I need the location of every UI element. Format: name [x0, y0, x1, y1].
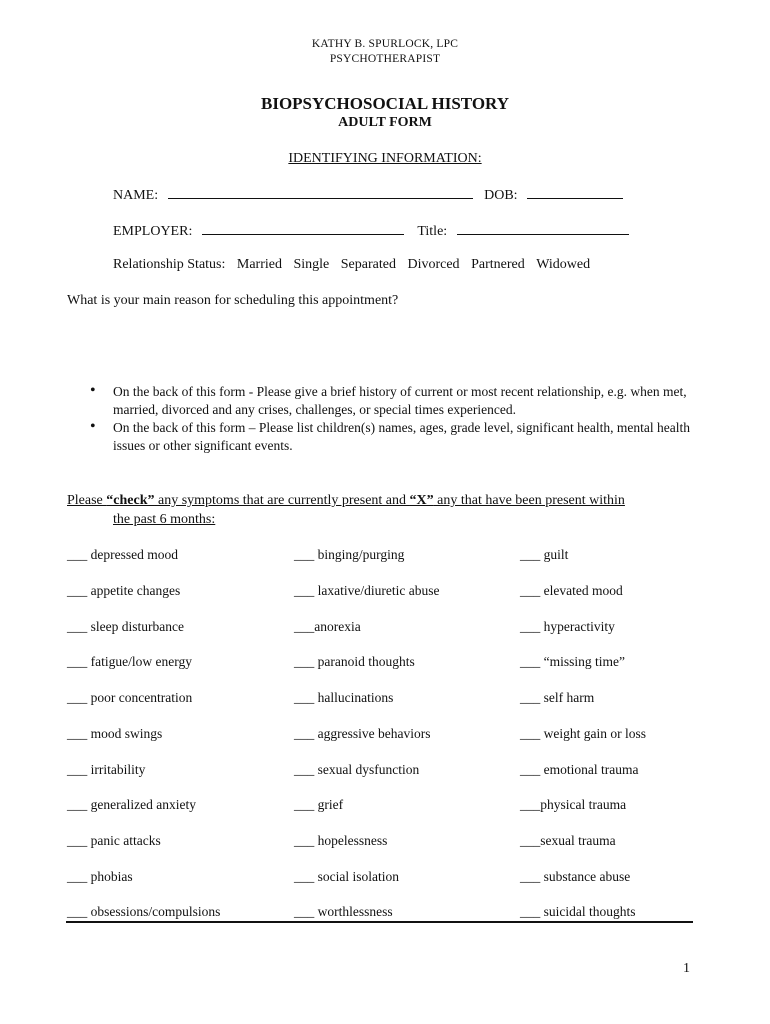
- symptom-item[interactable]: ___ self harm: [520, 690, 595, 705]
- symptom-item[interactable]: ___ grief: [294, 797, 344, 812]
- main-reason-question: What is your main reason for scheduling this appointment?: [67, 293, 399, 308]
- title-label: Title:: [417, 224, 448, 239]
- employer-field[interactable]: [202, 222, 404, 235]
- form-title: BIOPSYCHOSOCIAL HISTORY: [260, 94, 510, 113]
- symptom-item[interactable]: ___ hyperactivity: [520, 619, 615, 634]
- symptom-item[interactable]: ___ elevated mood: [520, 583, 623, 598]
- symptom-item[interactable]: ___ aggressive behaviors: [294, 726, 431, 741]
- symptom-item[interactable]: ___physical trauma: [520, 797, 627, 812]
- name-row: [113, 186, 623, 204]
- symptoms-instruction-part2: any symptoms that are currently present and: [154, 493, 410, 508]
- symptom-item[interactable]: ___ poor concentration: [67, 690, 193, 705]
- symptom-item[interactable]: ___ generalized anxiety: [67, 797, 196, 812]
- symptom-item[interactable]: ___ laxative/diuretic abuse: [294, 583, 440, 598]
- bullet-item: [90, 383, 710, 419]
- symptom-item[interactable]: ___ emotional trauma: [520, 762, 639, 777]
- symptom-item[interactable]: ___ depressed mood: [67, 547, 178, 562]
- symptom-item[interactable]: ___ paranoid thoughts: [294, 654, 415, 669]
- symptoms-instruction-part1: Please: [67, 493, 107, 508]
- section-divider: [66, 921, 693, 923]
- symptom-item[interactable]: ___ sexual dysfunction: [294, 762, 420, 777]
- symptom-item[interactable]: ___ hopelessness: [294, 833, 388, 848]
- relationship-status-row: [113, 257, 590, 273]
- symptom-item[interactable]: ___sexual trauma: [520, 833, 616, 848]
- symptom-item[interactable]: ___ mood swings: [67, 726, 163, 741]
- title-field[interactable]: [457, 222, 629, 235]
- name-field[interactable]: [168, 186, 473, 199]
- symptom-item[interactable]: ___ irritability: [67, 762, 146, 777]
- name-label: NAME:: [113, 188, 159, 203]
- symptom-item[interactable]: ___ guilt: [520, 547, 569, 562]
- symptom-item[interactable]: ___ suicidal thoughts: [520, 904, 636, 919]
- relationship-option-single[interactable]: Single: [293, 257, 330, 272]
- symptoms-instruction-part3: any that have been present within: [433, 493, 625, 508]
- symptom-item[interactable]: ___ weight gain or loss: [520, 726, 646, 741]
- relationship-option-divorced[interactable]: Divorced: [407, 257, 460, 272]
- symptom-item[interactable]: ___ binging/purging: [294, 547, 405, 562]
- symptom-item[interactable]: ___ worthlessness: [294, 904, 393, 919]
- symptom-item[interactable]: ___ substance abuse: [520, 869, 631, 884]
- relationship-option-partnered[interactable]: Partnered: [471, 257, 525, 272]
- relationship-option-widowed[interactable]: Widowed: [536, 257, 591, 272]
- x-word: “X”: [409, 493, 434, 508]
- main-reason-answer-area[interactable]: [67, 315, 694, 375]
- page-number: 1: [683, 961, 690, 976]
- dob-label: DOB:: [484, 188, 518, 203]
- symptom-item[interactable]: ___ sleep disturbance: [67, 619, 184, 634]
- symptom-item[interactable]: ___ appetite changes: [67, 583, 181, 598]
- symptom-item[interactable]: ___ panic attacks: [67, 833, 161, 848]
- bullet-item: [90, 419, 710, 455]
- practitioner-name: KATHY B. SPURLOCK, LPC: [311, 38, 459, 50]
- section-identifying-heading: IDENTIFYING INFORMATION:: [288, 151, 482, 166]
- back-of-form-instructions: [90, 383, 710, 455]
- symptoms-instruction-line2: the past 6 months:: [113, 512, 216, 527]
- bullet-icon: •: [90, 418, 96, 435]
- employer-row: [113, 222, 629, 240]
- bullet-text: On the back of this form – Please list children(s) names, ages, grade level, significant health, mental health issues or other significant events.: [113, 420, 690, 453]
- symptom-item[interactable]: ___ phobias: [67, 869, 133, 884]
- symptoms-instruction: [67, 493, 625, 509]
- bullet-text: On the back of this form - Please give a brief history of current or most recent relationship, e.g. when met, married, divorced and any crises, challenges, or special times experienced.: [113, 384, 687, 417]
- bullet-icon: •: [90, 382, 96, 399]
- symptom-item[interactable]: ___ obsessions/compulsions: [67, 904, 221, 919]
- form-subtitle: ADULT FORM: [338, 115, 432, 130]
- symptom-item[interactable]: ___ social isolation: [294, 869, 399, 884]
- symptom-item[interactable]: ___anorexia: [294, 619, 361, 634]
- relationship-label: Relationship Status:: [113, 257, 226, 272]
- relationship-option-married[interactable]: Married: [236, 257, 282, 272]
- practitioner-role: PSYCHOTHERAPIST: [329, 53, 441, 65]
- symptom-item[interactable]: ___ “missing time”: [520, 654, 625, 669]
- employer-label: EMPLOYER:: [113, 224, 193, 239]
- relationship-option-separated[interactable]: Separated: [340, 257, 396, 272]
- symptom-item[interactable]: ___ fatigue/low energy: [67, 654, 192, 669]
- dob-field[interactable]: [527, 186, 623, 199]
- check-word: “check”: [106, 493, 155, 508]
- symptom-item[interactable]: ___ hallucinations: [294, 690, 394, 705]
